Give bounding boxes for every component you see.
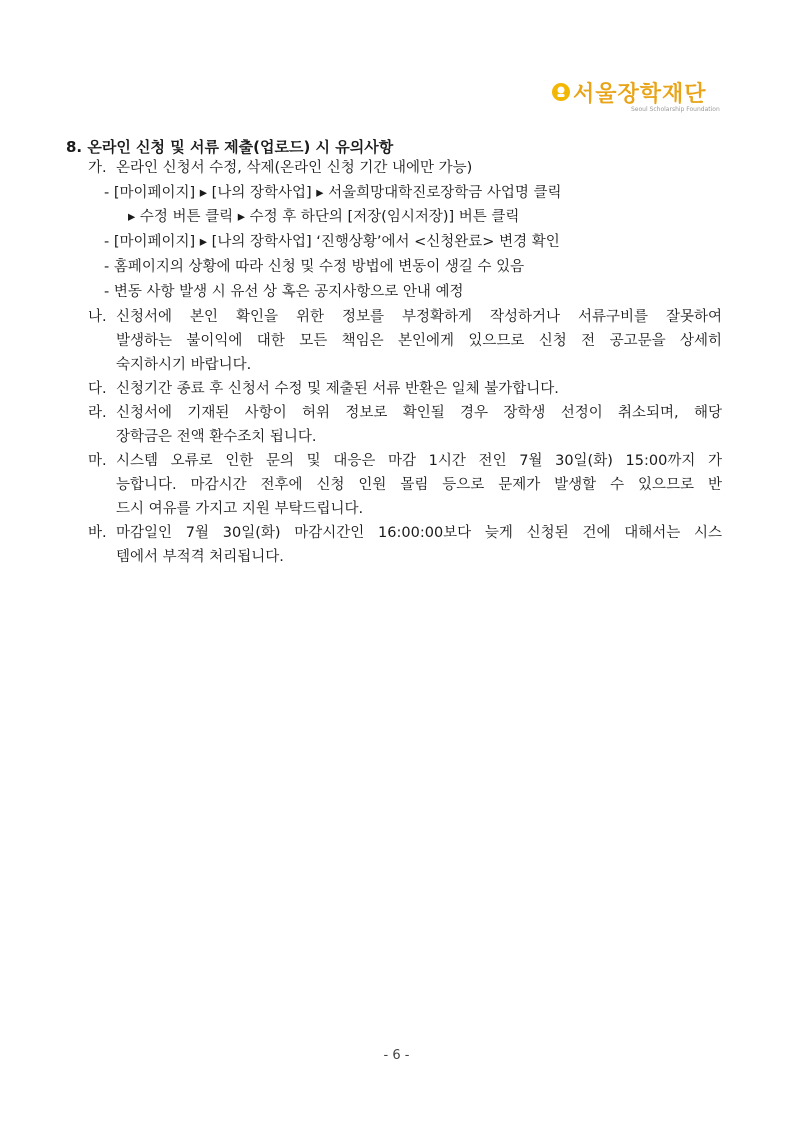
page-number: - 6 - bbox=[383, 1048, 410, 1063]
item-marker-ra: 라. bbox=[88, 405, 107, 421]
item-ma-line1: 시스템 오류로 인한 문의 및 대응은 마감 1시간 전인 7월 30일(화) 15:00까지 가 bbox=[116, 453, 722, 469]
item-ga-sub3: - 홈페이지의 상황에 따라 신청 및 수정 방법에 변동이 생길 수 있음 bbox=[104, 259, 525, 275]
item-na-line1: 신청서에 본인 확인을 위한 정보를 부정확하게 작성하거나 서류구비를 잘못하여 bbox=[116, 309, 722, 325]
item-ga-sub1: - [마이페이지] ▸ [나의 장학사업] ▸ 서울희망대학진로장학금 사업명 클릭 bbox=[104, 185, 562, 201]
item-marker-ga: 가. bbox=[88, 160, 107, 176]
item-ga-text: 온라인 신청서 수정, 삭제(온라인 신청 기간 내에만 가능) bbox=[116, 160, 473, 176]
item-ga-sub2: - [마이페이지] ▸ [나의 장학사업] ‘진행상황’에서 <신청완료> 변경 확인 bbox=[104, 234, 560, 250]
item-ga-sub4: - 변동 사항 발생 시 유선 상 혹은 공지사항으로 안내 예정 bbox=[104, 284, 464, 300]
item-ga-sub1b: ▸ 수정 버튼 클릭 ▸ 수정 후 하단의 [저장(임시저장)] 버튼 클릭 bbox=[128, 209, 520, 225]
foundation-logo bbox=[551, 76, 720, 116]
logo-text: 서울장학재단 bbox=[573, 82, 707, 107]
item-ba-line1: 마감일인 7월 30일(화) 마감시간인 16:00:00보다 늦게 신청된 건에 대해서는 시스 bbox=[116, 525, 722, 541]
logo-emblem-icon bbox=[551, 81, 571, 103]
item-ba-line2: 템에서 부적격 처리됩니다. bbox=[116, 549, 284, 565]
item-da-line1: 신청기간 종료 후 신청서 수정 및 제출된 서류 반환은 일체 불가합니다. bbox=[116, 381, 559, 397]
item-na-line2: 발생하는 불이익에 대한 모든 책임은 본인에게 있으므로 신청 전 공고문을 상세히 bbox=[116, 333, 722, 349]
item-ma-line3: 드시 여유를 가지고 지원 부탁드립니다. bbox=[116, 501, 364, 517]
item-marker-ma: 마. bbox=[88, 453, 107, 469]
item-ra-line1: 신청서에 기재된 사항이 허위 정보로 확인될 경우 장학생 선정이 취소되며, 해당 bbox=[116, 405, 722, 421]
item-marker-ba: 바. bbox=[88, 525, 107, 541]
section-title: 8. 온라인 신청 및 서류 제출(업로드) 시 유의사항 bbox=[66, 138, 394, 156]
item-marker-da: 다. bbox=[88, 381, 107, 397]
item-ma-line2: 능합니다. 마감시간 전후에 신청 인원 몰림 등으로 문제가 발생할 수 있으므로 반 bbox=[116, 477, 722, 493]
item-marker-na: 나. bbox=[88, 309, 107, 325]
item-ra-line2: 장학금은 전액 환수조치 됩니다. bbox=[116, 429, 317, 445]
logo-subtitle: Seoul Scholarship Foundation bbox=[631, 106, 720, 113]
item-na-line3: 숙지하시기 바랍니다. bbox=[116, 357, 252, 373]
